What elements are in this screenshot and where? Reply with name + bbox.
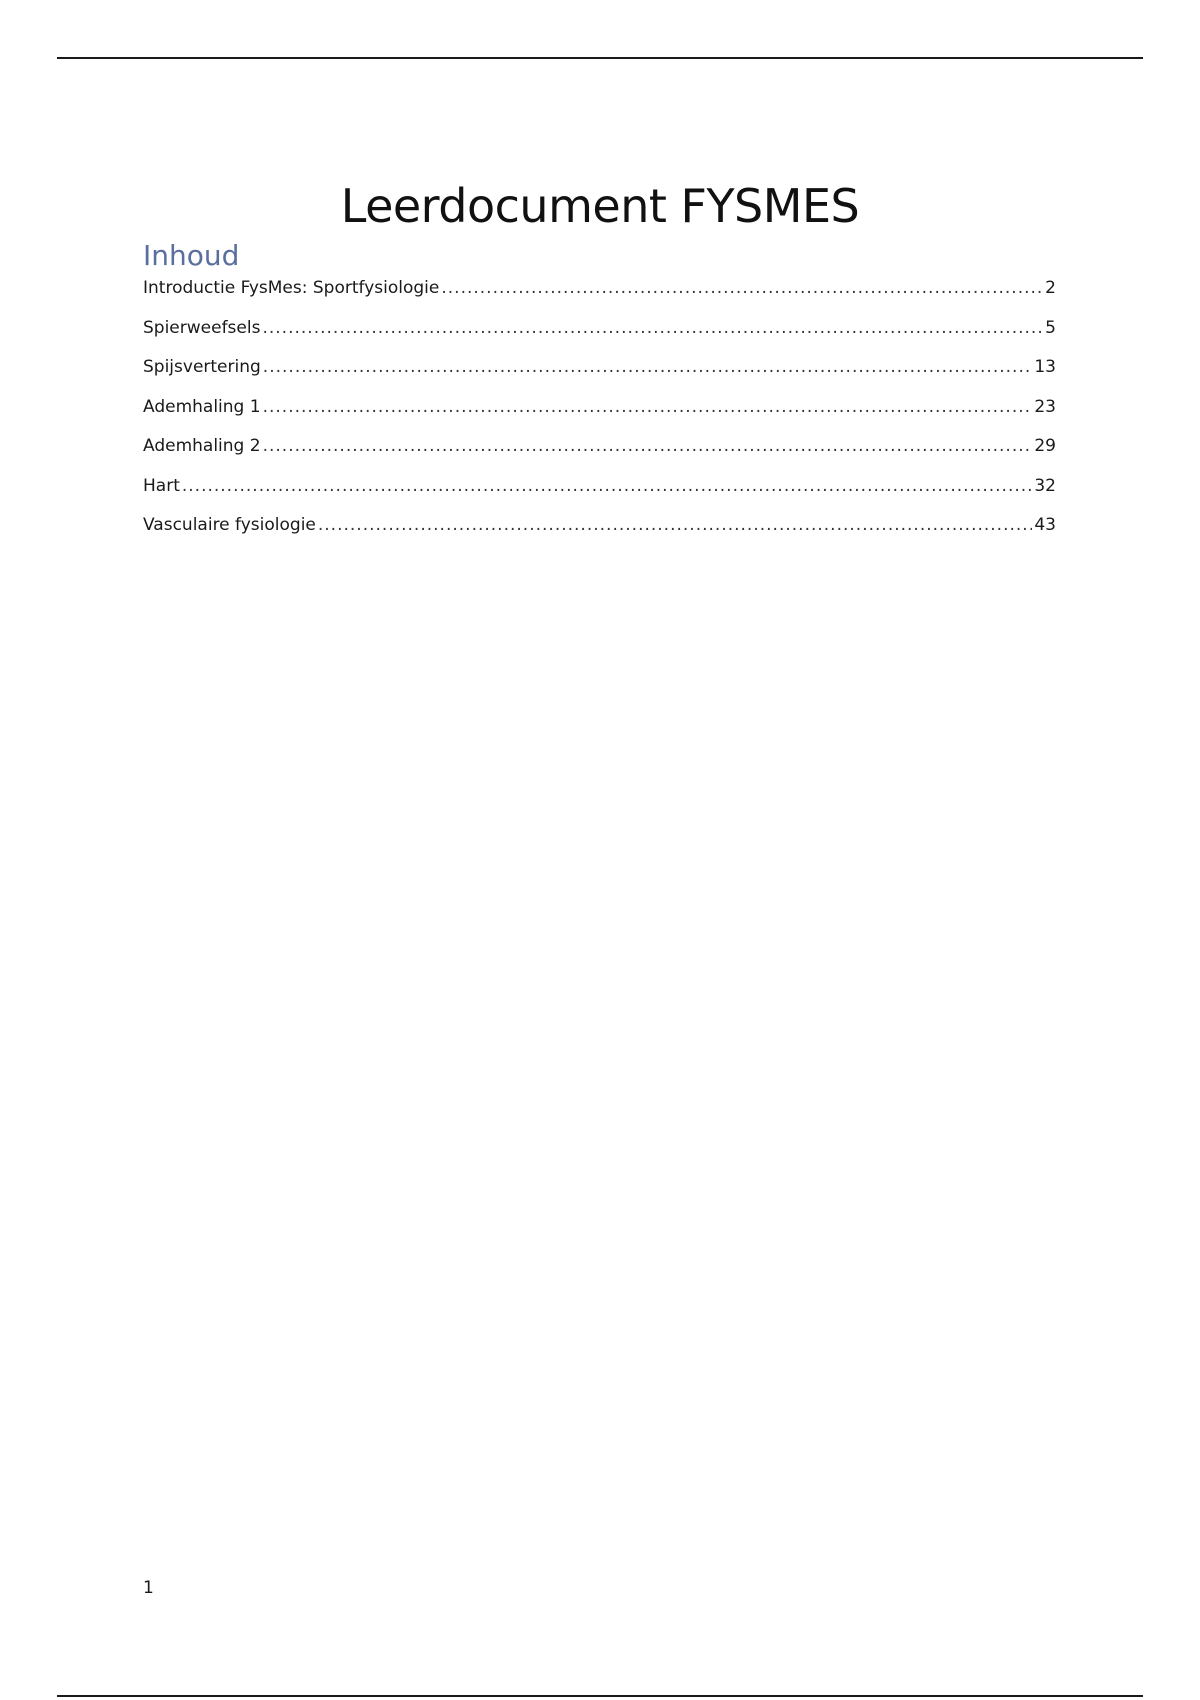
toc-entry-page: 23 [1034, 396, 1056, 417]
toc-entry-page: 2 [1045, 278, 1056, 298]
toc-leader-dots [263, 436, 1033, 456]
toc-entry-label: Hart [143, 475, 180, 496]
toc-entry-label: Ademhaling 1 [143, 396, 261, 417]
toc-entry-page: 5 [1045, 317, 1056, 338]
toc-leader-dots [318, 515, 1032, 535]
toc-entry[interactable] [143, 397, 1056, 437]
toc-entry-page: 43 [1034, 515, 1056, 535]
page-number: 1 [143, 1578, 154, 1598]
toc-entry-page: 32 [1034, 475, 1056, 496]
toc-entry[interactable] [143, 436, 1056, 476]
toc-leader-dots [262, 318, 1042, 338]
toc-entry-label: Ademhaling 2 [143, 436, 261, 456]
toc-entry[interactable] [143, 476, 1056, 516]
toc-entry-label: Spijsvertering [143, 357, 261, 377]
toc-entry-label: Introductie FysMes: Sportfysiologie [143, 278, 440, 298]
toc-entry-page: 13 [1034, 357, 1056, 377]
table-of-contents [143, 278, 1056, 555]
footer-rule [57, 1695, 1143, 1697]
toc-leader-dots [263, 357, 1033, 377]
toc-leader-dots [441, 278, 1042, 298]
header-rule [57, 57, 1143, 59]
toc-heading: Inhoud [143, 239, 240, 272]
toc-entry-page: 29 [1034, 436, 1056, 456]
toc-entry[interactable] [143, 357, 1056, 397]
toc-leader-dots [263, 397, 1033, 417]
toc-leader-dots [182, 476, 1033, 496]
toc-entry[interactable] [143, 278, 1056, 318]
toc-entry[interactable] [143, 515, 1056, 555]
document-title: Leerdocument FYSMES [340, 178, 860, 233]
toc-entry-label: Spierweefsels [143, 317, 261, 338]
toc-entry[interactable] [143, 318, 1056, 358]
toc-entry-label: Vasculaire fysiologie [143, 515, 316, 535]
